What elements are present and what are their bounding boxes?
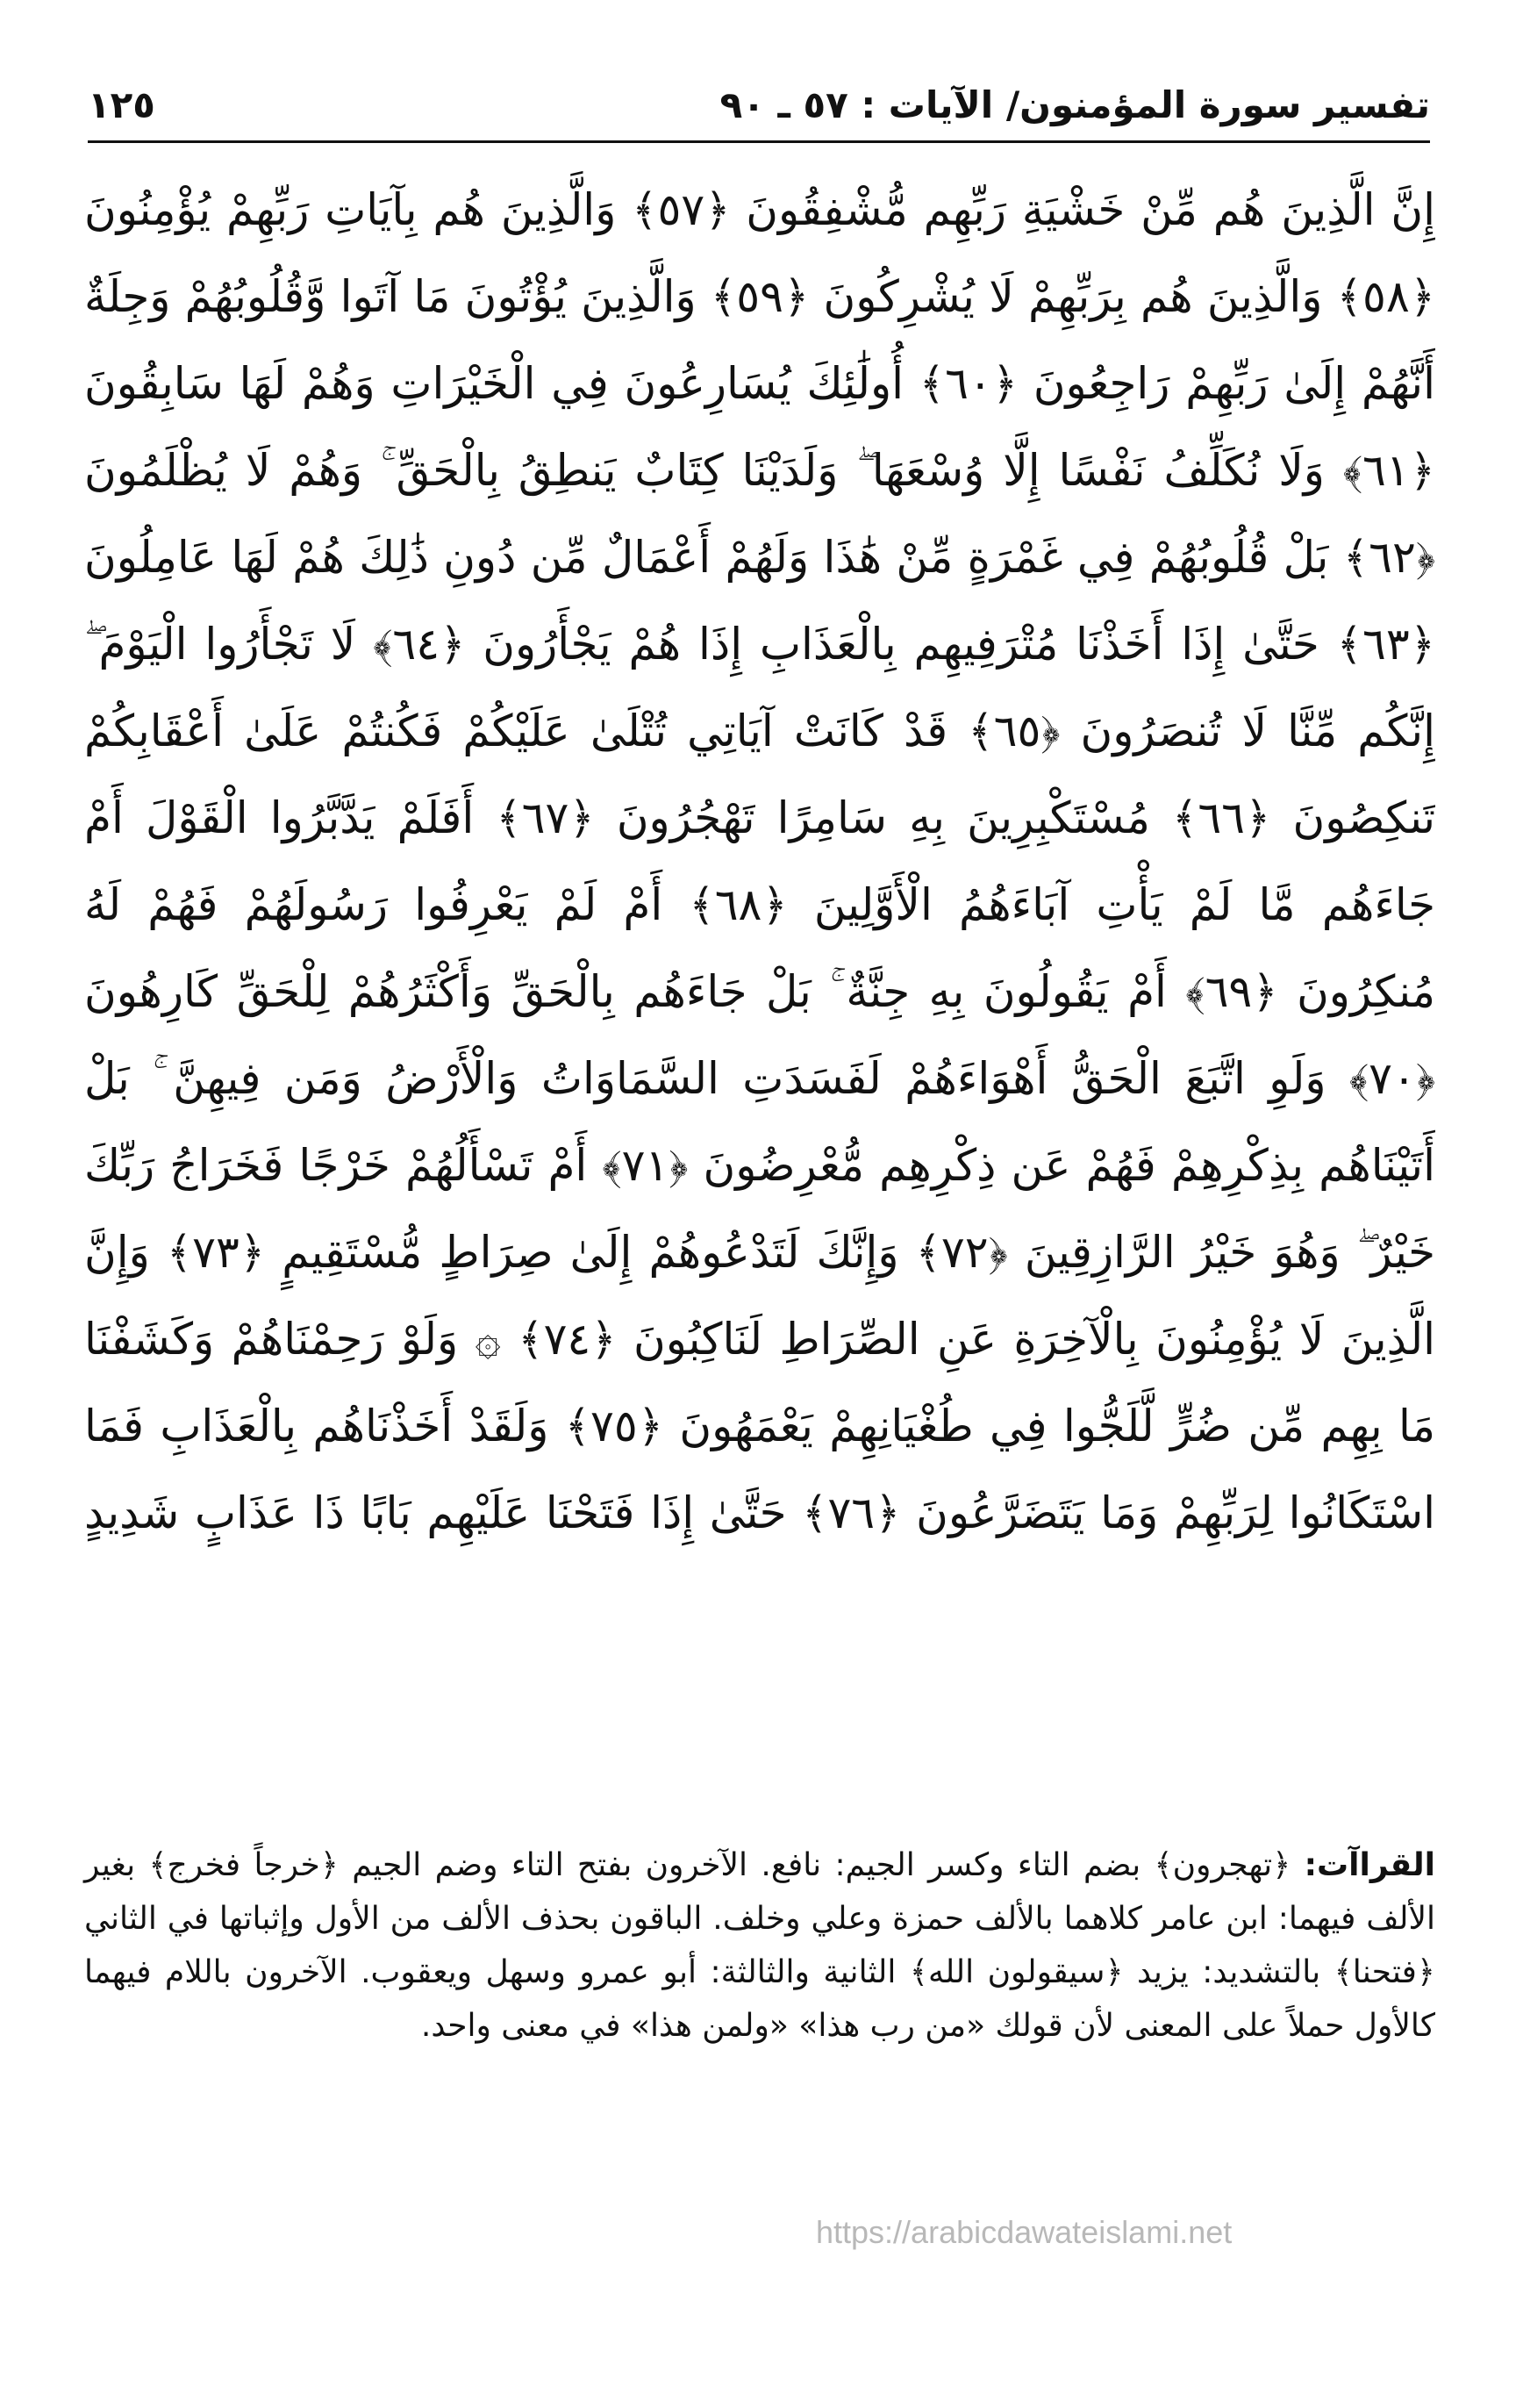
readings-label: القراآت: [1304,1847,1435,1883]
readings-text: ﴿تهجرون﴾ بضم التاء وكسر الجيم: نافع. الآخرون بفتح التاء وضم الجيم ﴿خرجاً فخرج﴾ بغير الألف فيهما: ابن عامر كلاهما بالألف حمزة وعلي وخلف. الباقون بحذف الألف من الأول وإثباتها في الثاني ﴿فتحنا﴾ بالتشديد: يزيد ﴿سيقولون الله﴾ الثانية والثالثة: أبو عمرو وسهل ويعقوب. الآخرون باللام فيهما كالأول حملاً على المعنى لأن قولك «من رب هذا» «ولمن هذا» في معنى واحد. [84,1847,1435,2044]
source-watermark: https://arabicdawateislami.net [816,2214,1233,2250]
page-number: ١٢٥ [88,83,155,126]
quran-verses-text: إِنَّ الَّذِينَ هُم مِّنْ خَشْيَةِ رَبِّهِم مُّشْفِقُونَ ﴿٥٧﴾ وَالَّذِينَ هُم بِآيَاتِ رَبِّهِمْ يُؤْمِنُونَ ﴿٥٨﴾ وَالَّذِينَ هُم بِرَبِّهِمْ لَا يُشْرِكُونَ ﴿٥٩﴾ وَالَّذِينَ يُؤْتُونَ مَا آتَوا وَّقُلُوبُهُمْ وَجِلَةٌ أَنَّهُمْ إِلَىٰ رَبِّهِمْ رَاجِعُونَ ﴿٦٠﴾ أُولَٰئِكَ يُسَارِعُونَ فِي الْخَيْرَاتِ وَهُمْ لَهَا سَابِقُونَ ﴿٦١﴾ وَلَا نُكَلِّفُ نَفْسًا إِلَّا وُسْعَهَا ۖ وَلَدَيْنَا كِتَابٌ يَنطِقُ بِالْحَقِّ ۚ وَهُمْ لَا يُظْلَمُونَ ﴿٦٢﴾ بَلْ قُلُوبُهُمْ فِي غَمْرَةٍ مِّنْ هَٰذَا وَلَهُمْ أَعْمَالٌ مِّن دُونِ ذَٰلِكَ هُمْ لَهَا عَامِلُونَ ﴿٦٣﴾ حَتَّىٰ إِذَا أَخَذْنَا مُتْرَفِيهِم بِالْعَذَابِ إِذَا هُمْ يَجْأَرُونَ ﴿٦٤﴾ لَا تَجْأَرُوا الْيَوْمَ ۖ إِنَّكُم مِّنَّا لَا تُنصَرُونَ ﴿٦٥﴾ قَدْ كَانَتْ آيَاتِي تُتْلَىٰ عَلَيْكُمْ فَكُنتُمْ عَلَىٰ أَعْقَابِكُمْ تَنكِصُونَ ﴿٦٦﴾ مُسْتَكْبِرِينَ بِهِ سَامِرًا تَهْجُرُونَ ﴿٦٧﴾ أَفَلَمْ يَدَّبَّرُوا الْقَوْلَ أَمْ جَاءَهُم مَّا لَمْ يَأْتِ آبَاءَهُمُ الْأَوَّلِينَ ﴿٦٨﴾ أَمْ لَمْ يَعْرِفُوا رَسُولَهُمْ فَهُمْ لَهُ مُنكِرُونَ ﴿٦٩﴾ أَمْ يَقُولُونَ بِهِ جِنَّةٌ ۚ بَلْ جَاءَهُم بِالْحَقِّ وَأَكْثَرُهُمْ لِلْحَقِّ كَارِهُونَ ﴿٧٠﴾ وَلَوِ اتَّبَعَ الْحَقُّ أَهْوَاءَهُمْ لَفَسَدَتِ السَّمَاوَاتُ وَالْأَرْضُ وَمَن فِيهِنَّ ۚ بَلْ أَتَيْنَاهُم بِذِكْرِهِمْ فَهُمْ عَن ذِكْرِهِم مُّعْرِضُونَ ﴿٧١﴾ أَمْ تَسْأَلُهُمْ خَرْجًا فَخَرَاجُ رَبِّكَ خَيْرٌ ۖ وَهُوَ خَيْرُ الرَّازِقِينَ ﴿٧٢﴾ وَإِنَّكَ لَتَدْعُوهُمْ إِلَىٰ صِرَاطٍ مُّسْتَقِيمٍ ﴿٧٣﴾ وَإِنَّ الَّذِينَ لَا يُؤْمِنُونَ بِالْآخِرَةِ عَنِ الصِّرَاطِ لَنَاكِبُونَ ﴿٧٤﴾ ۞ وَلَوْ رَحِمْنَاهُمْ وَكَشَفْنَا مَا بِهِم مِّن ضُرٍّ لَّلَجُّوا فِي طُغْيَانِهِمْ يَعْمَهُونَ ﴿٧٥﴾ وَلَقَدْ أَخَذْنَاهُم بِالْعَذَابِ فَمَا اسْتَكَانُوا لِرَبِّهِمْ وَمَا يَتَضَرَّعُونَ ﴿٧٦﴾ حَتَّىٰ إِذَا فَتَحْنَا عَلَيْهِم بَابًا ذَا عَذَابٍ شَدِيدٍ [84,184,1435,1538]
page-header [88,77,1430,139]
readings-notes [84,1838,1435,2053]
running-title: تفسير سورة المؤمنون/ الآيات : ٥٧ ـ ٩٠ [719,83,1430,126]
quran-verses-block [84,167,1435,1553]
header-divider [88,140,1430,143]
